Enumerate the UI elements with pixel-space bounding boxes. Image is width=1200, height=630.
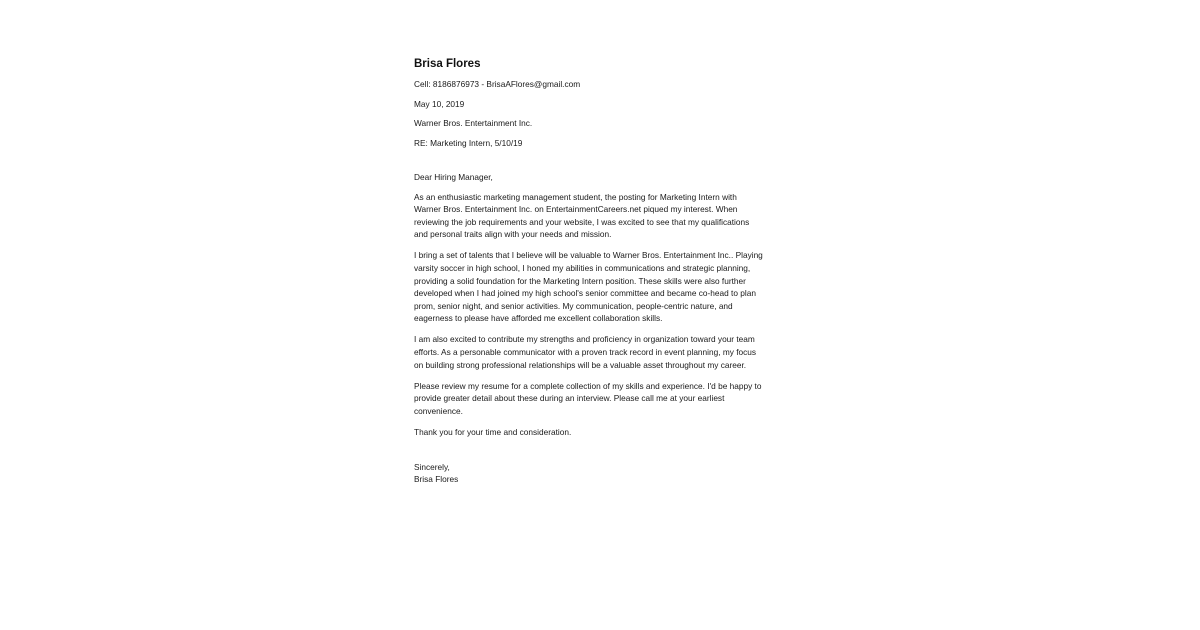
paragraph-4 bbox=[414, 380, 804, 418]
paragraph-1 bbox=[414, 191, 804, 241]
paragraph-line: efforts. As a personable communicator with a proven track record in event planning, my focus bbox=[414, 347, 757, 358]
signature: Brisa Flores bbox=[414, 474, 459, 485]
paragraph-line: reviewing the job requirements and your website, I was excited to see that my qualifications bbox=[414, 216, 750, 227]
paragraph-line: provide greater detail about these during an interview. Please call me at your earliest bbox=[414, 393, 725, 404]
salutation: Dear Hiring Manager, bbox=[414, 171, 493, 182]
paragraph-2 bbox=[414, 249, 804, 325]
valediction: Sincerely, bbox=[414, 461, 450, 472]
paragraph-3 bbox=[414, 333, 804, 371]
paragraph-line: convenience. bbox=[414, 405, 463, 416]
contact-line: Cell: 8186876973 - BrisaAFlores@gmail.com bbox=[414, 79, 581, 89]
subject-line: RE: Marketing Intern, 5/10/19 bbox=[414, 137, 523, 148]
paragraph-5 bbox=[414, 426, 804, 439]
paragraph-line: I bring a set of talents that I believe will be valuable to Warner Bros. Entertainment Inc.. Playing bbox=[414, 250, 763, 261]
paragraph-line: Thank you for your time and consideration. bbox=[414, 427, 572, 437]
paragraph-line: As an enthusiastic marketing management student, the posting for Marketing Intern with bbox=[414, 191, 737, 202]
paragraph-line: and personal traits align with your needs and mission. bbox=[414, 229, 612, 240]
paragraph-line: Please review my resume for a complete collection of my skills and experience. I'd be happy to bbox=[414, 380, 762, 391]
paragraph-line: Warner Bros. Entertainment Inc. on EntertainmentCareers.net piqued my interest. When bbox=[414, 204, 738, 215]
paragraph-line: prom, senior night, and senior activities. My communication, people-centric nature, and bbox=[414, 300, 733, 311]
closing bbox=[414, 461, 804, 486]
letter-date: May 10, 2019 bbox=[414, 98, 465, 109]
paragraph-line: on building strong professional relationships will be a valuable asset throughout my career. bbox=[414, 359, 747, 370]
applicant-name: Brisa Flores bbox=[414, 58, 481, 70]
paragraph-line: eagerness to please have afforded me excellent collaboration skills. bbox=[414, 313, 663, 324]
cover-letter bbox=[414, 56, 804, 486]
paragraph-line: developed when I had joined my high school's senior committee and became co-head to plan bbox=[414, 288, 756, 299]
paragraph-line: varsity soccer in high school, I honed my abilities in communications and strategic planning, bbox=[414, 262, 751, 273]
paragraph-line: I am also excited to contribute my strengths and proficiency in organization toward your team bbox=[414, 334, 755, 345]
paragraph-line: providing a solid foundation for the Marketing Intern position. These skills were also further bbox=[414, 275, 746, 286]
recipient-company: Warner Bros. Entertainment Inc. bbox=[414, 118, 533, 128]
